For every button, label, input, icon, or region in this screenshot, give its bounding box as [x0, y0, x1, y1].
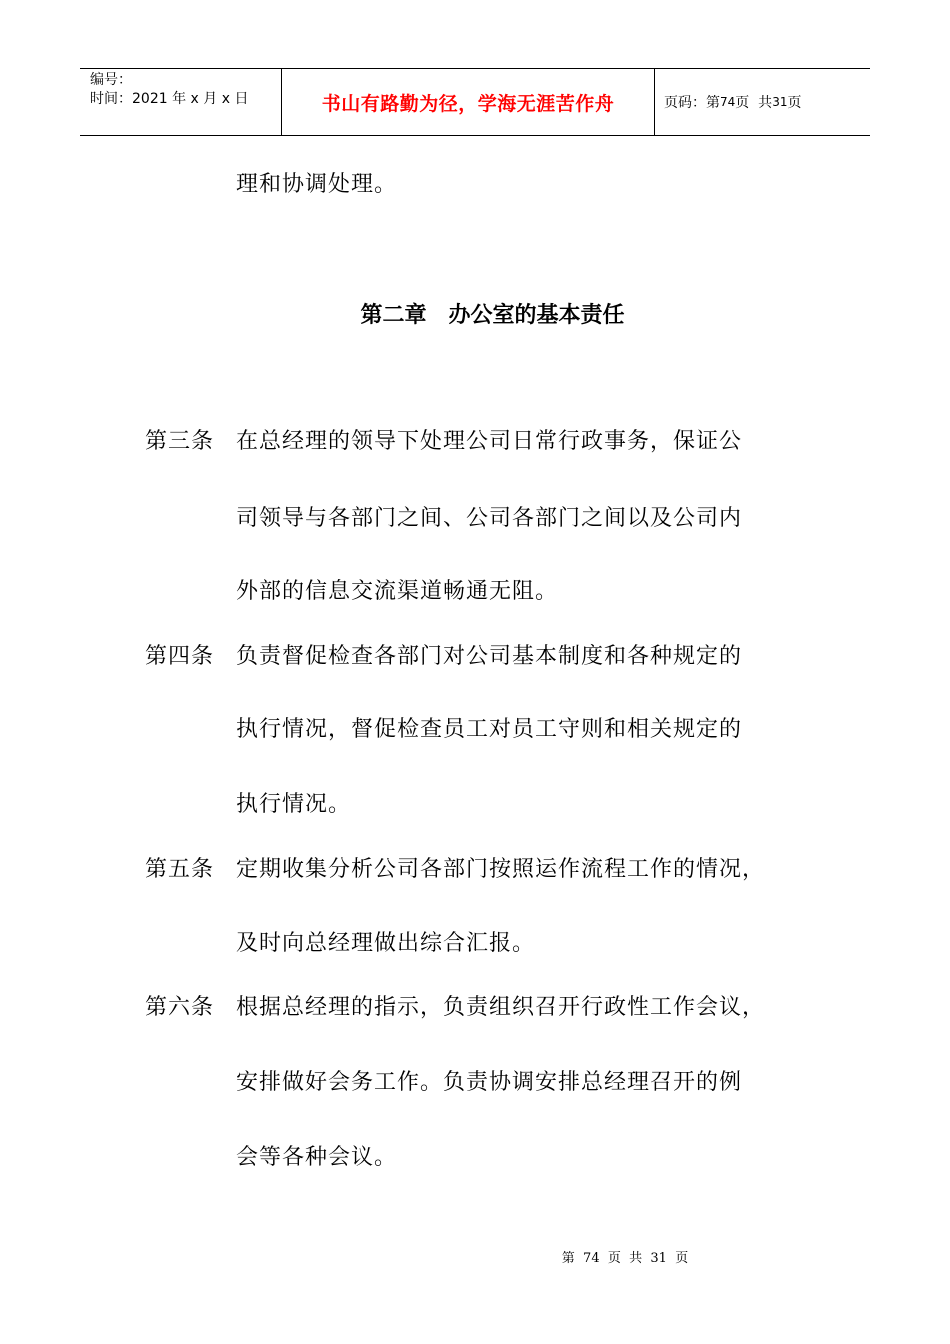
article-line: 安排做好会务工作。负责协调安排总经理召开的例	[236, 1070, 743, 1095]
article-line: 执行情况，督促检查员工对员工守则和相关规定的	[236, 717, 743, 742]
document-number-label: 编号：	[90, 72, 132, 88]
page-prefix: 页码：第	[664, 95, 720, 111]
page-total: 31	[772, 95, 788, 109]
article-line: 根据总经理的指示，负责组织召开行政性工作会议，	[236, 995, 766, 1020]
header-motto: 书山有路勤为径，学海无涯苦作舟	[282, 69, 655, 135]
article-line: 外部的信息交流渠道畅通无阻。	[236, 579, 559, 604]
article-line: 在总经理的领导下处理公司日常行政事务，保证公	[236, 429, 743, 454]
header-meta-cell	[80, 69, 282, 135]
article-line: 会等各种会议。	[236, 1145, 398, 1170]
article-label: 第三条	[145, 429, 215, 454]
article-line: 及时向总经理做出综合汇报。	[236, 931, 536, 956]
intro-line: 理和协调处理。	[236, 172, 398, 197]
article-line: 负责督促检查各部门对公司基本制度和各种规定的	[236, 644, 743, 669]
page-mid: 页 共	[735, 95, 773, 111]
document-date: 时间：2021 年 x 月 x 日	[90, 91, 249, 107]
article-line: 执行情况。	[236, 792, 352, 817]
header-page-info	[655, 69, 870, 135]
page-current: 74	[720, 95, 736, 109]
page-suffix: 页	[787, 95, 802, 111]
page-footer: 第 74 页 共 31 页	[561, 1251, 689, 1266]
article-line: 定期收集分析公司各部门按照运作流程工作的情况，	[236, 857, 766, 882]
article-line: 司领导与各部门之间、公司各部门之间以及公司内	[236, 506, 743, 531]
header-table	[80, 68, 870, 136]
article-label: 第四条	[145, 644, 215, 669]
chapter-title: 第二章 办公室的基本责任	[360, 303, 625, 328]
article-label: 第六条	[145, 995, 215, 1020]
article-label: 第五条	[145, 857, 215, 882]
